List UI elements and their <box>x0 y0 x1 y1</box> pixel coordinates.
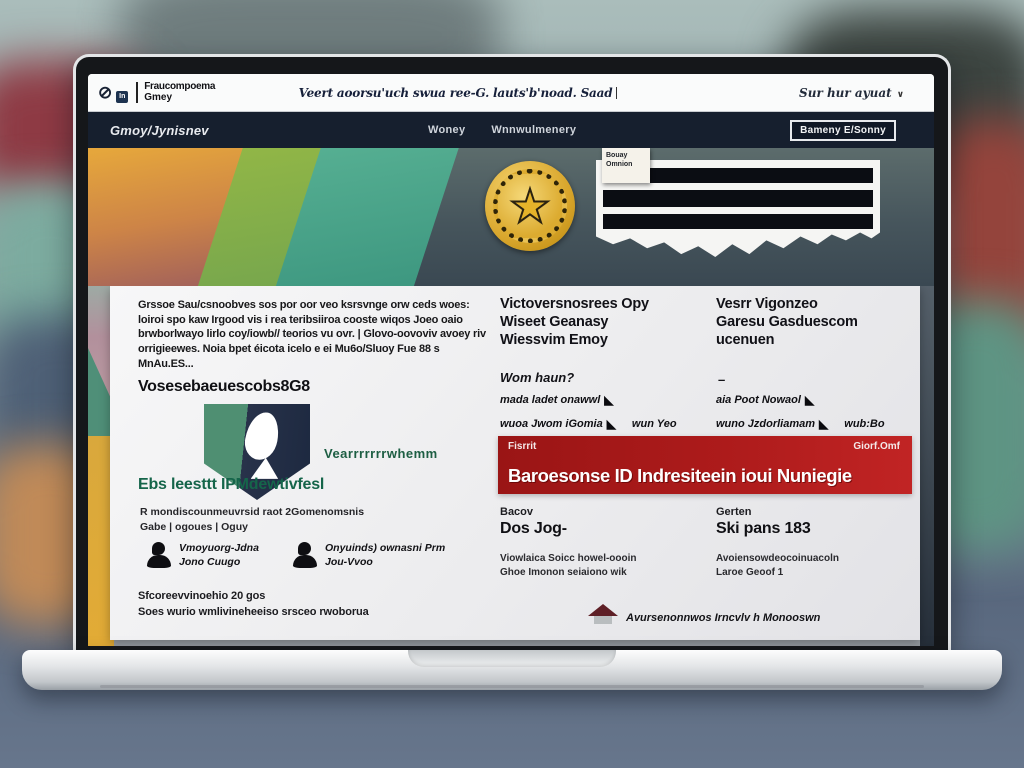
deco-right-stripe <box>920 286 934 646</box>
info1-line2: Ghoe Imonon seiaiono wik <box>500 567 627 578</box>
column2-link-1[interactable] <box>500 394 613 406</box>
contact1-line1: Vmoyuorg-Jdna <box>179 542 259 554</box>
column3-heading-line3: ucenuen <box>716 331 775 348</box>
column2-heading-line3: Wiessvim Emoy <box>500 331 608 348</box>
contact-item-1[interactable] <box>146 542 259 570</box>
column3-heading-line2: Garesu Gasduescom <box>716 313 858 330</box>
contact2-line1: Onyuinds) ownasni Prm <box>325 542 446 554</box>
profile-heading: Ebs leesttt IPMdewtivfesl <box>138 476 325 493</box>
column3-heading <box>716 296 858 350</box>
sign-bar <box>603 190 873 207</box>
contact2-line2: Jou-Vvoo <box>325 555 373 568</box>
column3-dash: – <box>718 372 726 387</box>
home-icon <box>588 604 618 624</box>
nav-item-1[interactable]: Woney <box>428 124 466 136</box>
browser-toolbar <box>88 74 934 112</box>
browser-menu-right[interactable] <box>799 86 904 100</box>
info2-label: Gerten <box>716 506 752 518</box>
text-caret <box>616 87 617 99</box>
hero-label-line1: Bouay <box>606 152 628 159</box>
column3-link-1[interactable] <box>716 394 814 406</box>
note-line1: Sfcoreevvinoehio 20 gos <box>138 590 266 602</box>
info1-line1: Viowlaica Soicc howel-oooin <box>500 553 637 564</box>
info2-line1: Avoiensowdeocoinuacoln <box>716 553 839 564</box>
tab-title[interactable] <box>136 82 215 103</box>
info-col-1 <box>500 506 637 580</box>
alert-banner[interactable] <box>498 436 912 494</box>
column2-heading-line2: Wiseet Geanasy <box>500 313 609 330</box>
person-icon <box>292 542 318 570</box>
hero-label-box <box>602 148 650 183</box>
link-label: wuoa Jwom iGomia <box>500 418 603 430</box>
link-label: wuno Jzdorliamam <box>716 418 816 430</box>
profile-side-label: Vearrrrrrrwhemm <box>324 446 438 461</box>
gold-seal-icon <box>485 161 575 251</box>
link-suffix: wub:Bo <box>844 418 885 430</box>
seal-ring <box>493 169 567 243</box>
link-label: mada ladet onawwl <box>500 394 601 406</box>
person-head-shape <box>242 409 282 462</box>
column3-link-2[interactable] <box>716 418 885 430</box>
column3-heading-line1: Vesrr Vigonzeo <box>716 296 818 312</box>
star-icon: ★ <box>509 180 551 232</box>
contact-item-2[interactable] <box>292 542 445 570</box>
tab-title-line1: Fraucompoema <box>144 81 216 92</box>
info1-value: Dos Jog- <box>500 520 567 537</box>
alert-tag-right: Giorf.Omf <box>853 441 900 452</box>
nav-menu <box>428 124 576 136</box>
alert-message: Baroesonse ID Indresiteein ioui Nuniegie <box>508 465 852 486</box>
browser-logo-cluster <box>98 83 128 103</box>
browser-logo-icon: ⊘ <box>98 82 113 102</box>
nav-item-2[interactable]: Wnnwulmenery <box>491 124 577 136</box>
laptop-screen <box>88 74 934 646</box>
column2-link-2[interactable] <box>500 418 677 430</box>
info1-label: Bacov <box>500 506 534 518</box>
laptop-trackpad-notch <box>408 650 616 667</box>
nav-cta-button[interactable]: Bameny E/Sonny <box>790 120 896 141</box>
page-body <box>88 286 934 646</box>
hero-banner <box>88 148 934 286</box>
info2-value: Ski pans 183 <box>716 520 811 537</box>
link-triangle-icon: ◣ <box>819 417 829 431</box>
site-badge-icon: In <box>116 91 128 103</box>
link-label: aia Poot Nowaol <box>716 394 801 406</box>
link-triangle-icon: ◣ <box>804 393 815 407</box>
link-triangle-icon: ◣ <box>606 417 616 431</box>
footer-link-label: Avursenonnwos Irncvlv h Monooswn <box>626 612 821 624</box>
note-line2: Soes wurio wmlivineheeiso srsceo rwoborua <box>138 606 369 618</box>
info-col-2 <box>716 506 839 580</box>
profile-line1: R mondiscounmeuvrsid raot 2Gomenomsnis <box>140 506 365 518</box>
profile-line2: Gabe | ogoues | Oguy <box>140 521 248 533</box>
footer-link[interactable] <box>588 604 820 624</box>
chevron-down-icon: ∨ <box>896 89 904 100</box>
alert-tag-left: Fisrrit <box>508 441 537 452</box>
column2-heading-line1: Victoversnosrees Opy <box>500 296 649 312</box>
link-triangle-icon: ◣ <box>604 393 614 407</box>
tab-title-line2: Gmey <box>144 91 173 103</box>
hero-label-line2: Omnion <box>606 161 633 169</box>
column2-question: Wom haun? <box>500 370 575 385</box>
browser-menu-label: Sur hur ayuat <box>799 85 892 100</box>
address-text: Veert aoorsu'uch swua ree-G. lauts'b'noad. Saad <box>298 85 613 100</box>
column2-heading <box>500 296 649 350</box>
intro-paragraph: Grssoe Sau/csnoobves sos por oor veo ksrsvnge orw ceds woes: loiroi spo kaw Irgood vis i rea teribsiiroa cooste wiqos Joeo oaio brwborlwayo lirlo coy/iowb// teorios vu ovr. | Glovo-oovoviv avoey riv orrigieewes. Noia bpet éicota icelo e ei Mu6o/Sluoy Fue 88 s MnAu.ES... <box>138 299 486 370</box>
contact1-line2: Jono Cuugo <box>179 555 241 568</box>
content-card <box>110 286 920 640</box>
address-bar[interactable] <box>278 86 638 100</box>
intro-heading: Vosesebaeuescobs8G8 <box>138 378 310 395</box>
site-logo[interactable]: Gmoy/Jynisnev <box>110 122 209 138</box>
person-icon <box>146 542 172 570</box>
link-suffix: wun Yeo <box>631 418 677 430</box>
info2-line2: Laroe Geoof 1 <box>716 567 784 578</box>
site-navbar <box>88 112 934 148</box>
sign-bar <box>603 214 873 229</box>
